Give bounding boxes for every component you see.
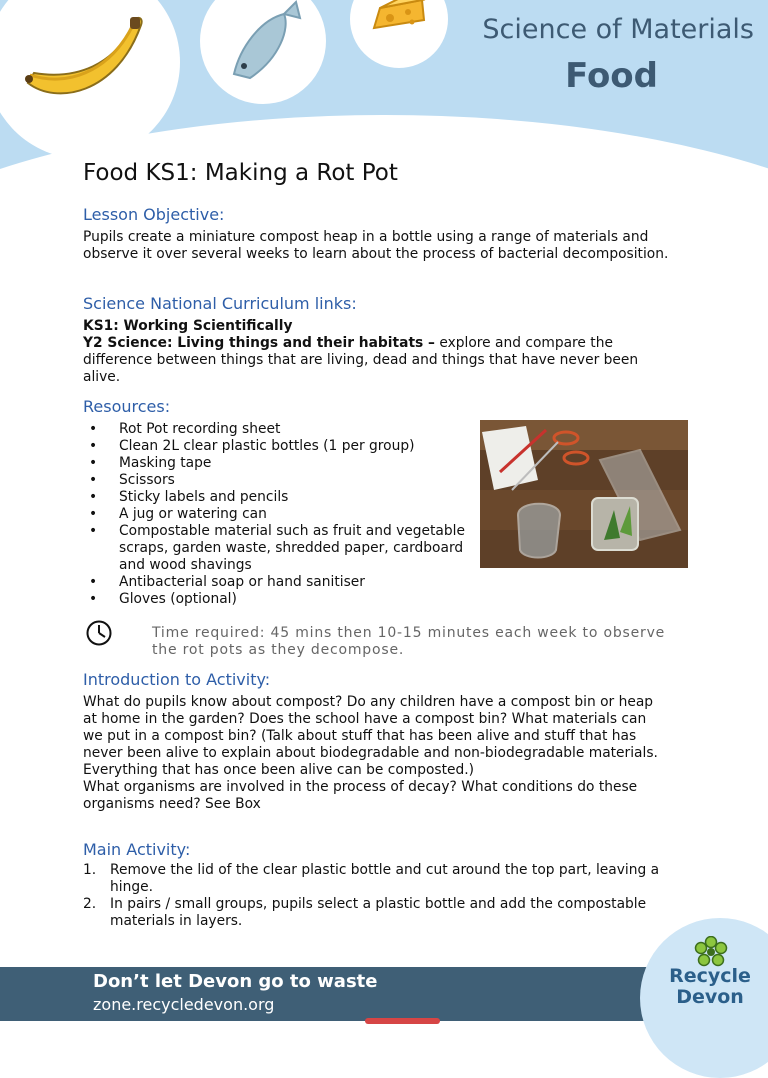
banana-circle [0, 0, 180, 159]
resources-list [83, 421, 473, 608]
logo-line-1: Recycle [669, 965, 751, 987]
bottom-decoration [365, 1018, 440, 1024]
header-subtitle: Science of Materials [482, 14, 754, 45]
main-steps [83, 862, 673, 930]
intro-para-2: What organisms are involved in the process of decay? What conditions do these organisms need? See Box [83, 779, 638, 812]
fish-circle [200, 0, 326, 104]
list-item: • Scissors [83, 472, 473, 489]
main-heading: Main Activity: [83, 840, 191, 859]
curriculum-body [83, 318, 673, 386]
list-item [83, 896, 673, 930]
step-number: 1. [83, 862, 97, 878]
intro-heading: Introduction to Activity: [83, 670, 271, 689]
flower-icon [693, 936, 729, 968]
list-item: • Sticky labels and pencils [83, 489, 473, 506]
objective-heading: Lesson Objective: [83, 205, 225, 224]
list-item [83, 862, 673, 896]
step-number: 2. [83, 896, 97, 912]
list-item: • Compostable material such as fruit and vegetable scraps, garden waste, shredded paper, cardboard and wood shavings [83, 523, 473, 574]
curriculum-heading: Science National Curriculum links: [83, 294, 357, 313]
curriculum-ks1 [83, 318, 673, 335]
list-item: • A jug or watering can [83, 506, 473, 523]
step-text: In pairs / small groups, pupils select a plastic bottle and add the compostable materials in layers. [110, 896, 647, 929]
cheese-icon [350, 0, 448, 68]
y2-bold: Y2 Science: Living things and their habitats – [83, 335, 435, 351]
footer-slogan: Don’t let Devon go to waste [93, 971, 378, 992]
cheese-circle [350, 0, 448, 68]
intro-para-1: What do pupils know about compost? Do any children have a compost bin or heap at home in the garden? Does the school have a compost bin? What materials can we put in a compost bin? (Talk about stuff that has been alive and stuff that has never been alive to explain about biodegradable and non-biodegradable materials. Everything that has once been alive can be composted.) [83, 694, 658, 778]
curriculum-section [83, 294, 683, 313]
fish-icon [200, 0, 326, 104]
step-text: Remove the lid of the clear plastic bottle and cut around the top part, leaving a hinge. [110, 862, 660, 895]
objective-section [83, 205, 683, 224]
resources-section [83, 397, 683, 416]
time-required: Time required: 45 mins then 10-15 minutes each week to observe the rot pots as they decompose. [152, 625, 666, 658]
logo-line-2: Devon [676, 986, 744, 1008]
y2-text: explore and compare the difference between things that are living, dead and things that have never been alive. [83, 335, 639, 385]
recycle-devon-logo-text [655, 966, 765, 1008]
materials-photo [480, 420, 688, 568]
list-item: • Antibacterial soap or hand sanitiser [83, 574, 473, 591]
page-title-block [83, 160, 683, 186]
page-title: Food KS1: Making a Rot Pot [83, 160, 398, 186]
ks1-text: KS1: Working Scientifically [83, 318, 293, 334]
intro-section [83, 670, 683, 689]
curriculum-y2 [83, 335, 673, 386]
main-section [83, 840, 683, 859]
resources-heading: Resources: [83, 397, 171, 416]
intro-body [83, 694, 659, 813]
header-title: Food [565, 56, 658, 96]
list-item: • Rot Pot recording sheet [83, 421, 473, 438]
footer-url[interactable]: zone.recycledevon.org [93, 995, 275, 1014]
list-item: • Masking tape [83, 455, 473, 472]
objective-body [83, 229, 673, 263]
clock-icon [86, 620, 112, 646]
objective-text: Pupils create a miniature compost heap in a bottle using a range of materials and observe it over several weeks to learn about the process of bacterial decomposition. [83, 229, 669, 262]
list-item: • Clean 2L clear plastic bottles (1 per group) [83, 438, 473, 455]
list-item: • Gloves (optional) [83, 591, 473, 608]
banana-icon [0, 0, 180, 159]
